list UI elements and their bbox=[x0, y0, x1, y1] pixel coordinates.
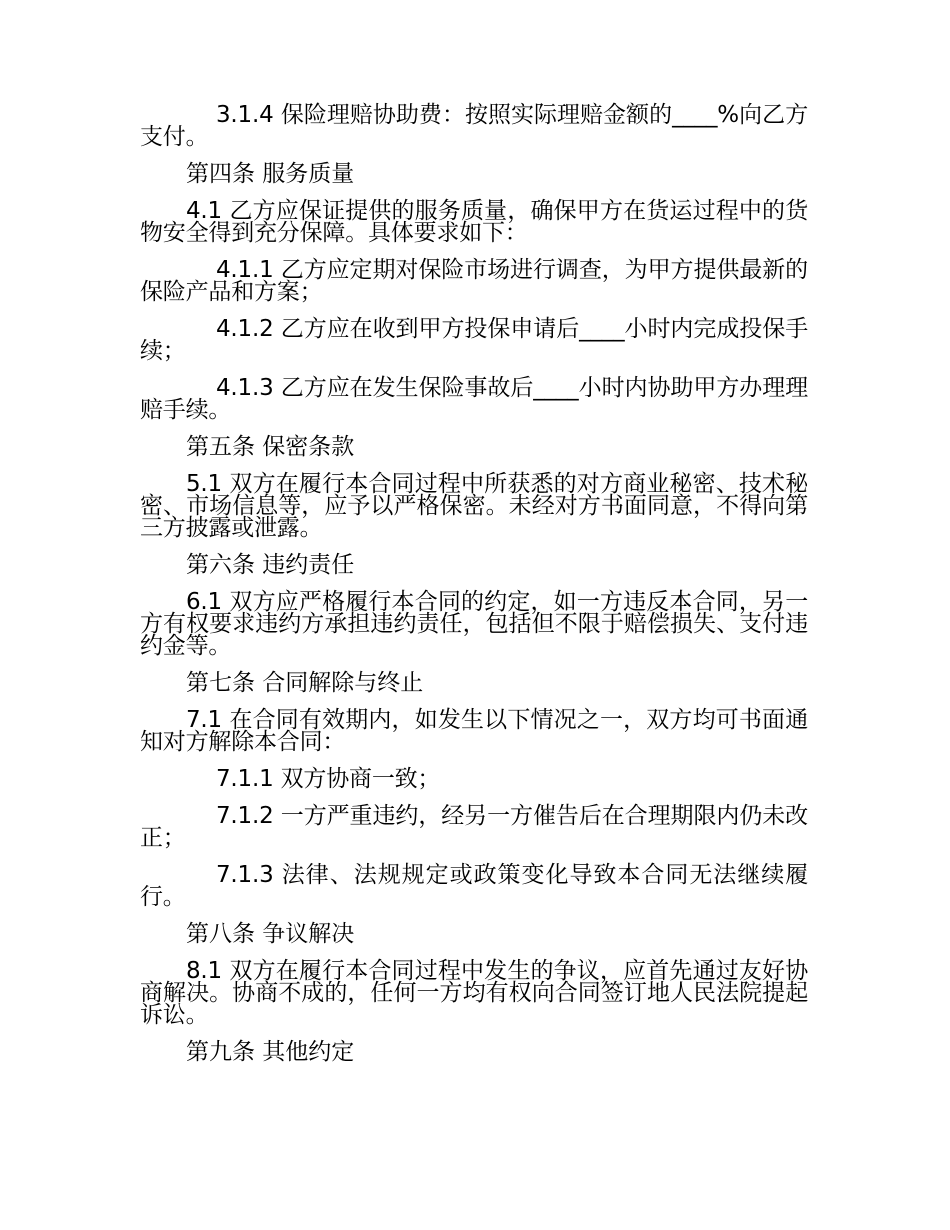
clause-7-1-2: 7.1.2 一方严重违约，经另一方催告后在合理期限内仍未改正； bbox=[140, 803, 808, 851]
clause-7-1-1: 7.1.1 双方协商一致； bbox=[216, 766, 441, 792]
clause-7-1-3: 7.1.3 法律、法规规定或政策变化导致本合同无法继续履行。 bbox=[140, 862, 808, 910]
clause-8-1: 8.1 双方在履行本合同过程中发生的争议，应首先通过友好协商解决。协商不成的，任何一方均有权向合同签订地人民法院提起诉讼。 bbox=[140, 958, 808, 1028]
article-9-heading: 第九条 其他约定 bbox=[186, 1039, 355, 1065]
clause-5-1: 5.1 双方在履行本合同过程中所获悉的对方商业秘密、技术秘密、市场信息等，应予以严格保密。未经对方书面同意，不得向第三方披露或泄露。 bbox=[140, 471, 808, 541]
clause-4-1-2: 4.1.2 乙方应在收到甲方投保申请后____小时内完成投保手续； bbox=[140, 316, 808, 364]
clause-7-1: 7.1 在合同有效期内，如发生以下情况之一，双方均可书面通知对方解除本合同： bbox=[140, 707, 808, 755]
article-6-heading: 第六条 违约责任 bbox=[186, 552, 355, 578]
article-4-heading: 第四条 服务质量 bbox=[186, 161, 355, 187]
document-page bbox=[140, 104, 808, 1078]
article-5-heading: 第五条 保密条款 bbox=[186, 434, 355, 460]
clause-4-1: 4.1 乙方应保证提供的服务质量，确保甲方在货运过程中的货物安全得到充分保障。具体要求如下： bbox=[140, 198, 808, 246]
clause-6-1: 6.1 双方应严格履行本合同的约定，如一方违反本合同，另一方有权要求违约方承担违约责任，包括但不限于赔偿损失、支付违约金等。 bbox=[140, 589, 808, 659]
clause-4-1-1: 4.1.1 乙方应定期对保险市场进行调查，为甲方提供最新的保险产品和方案； bbox=[140, 257, 808, 305]
clause-4-1-3: 4.1.3 乙方应在发生保险事故后____小时内协助甲方办理理赔手续。 bbox=[140, 375, 808, 423]
clause-3-1-4: 3.1.4 保险理赔协助费：按照实际理赔金额的____%向乙方支付。 bbox=[140, 102, 808, 150]
article-7-heading: 第七条 合同解除与终止 bbox=[186, 670, 424, 696]
article-8-heading: 第八条 争议解决 bbox=[186, 921, 355, 947]
